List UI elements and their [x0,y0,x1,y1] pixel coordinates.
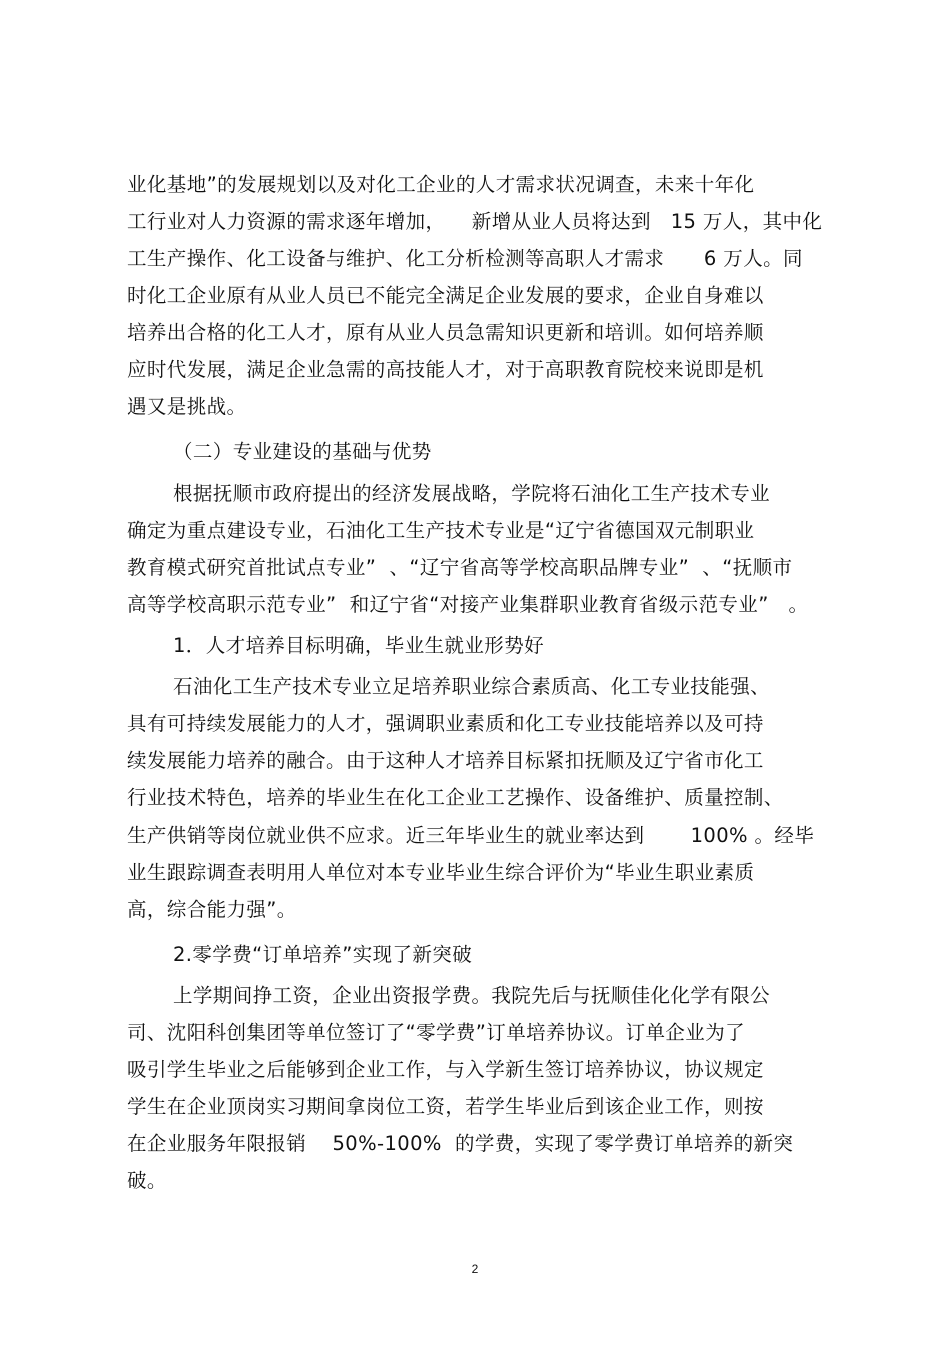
text-line: 学生在企业顶岗实习期间拿岗位工资，若学生毕业后到该企业工作，则按 [127,1095,764,1118]
text-line: 在企业服务年限报销 50%-100% 的学费，实现了零学费订单培养的新突 [127,1132,794,1155]
text-line: 上学期间挣工资，企业出资报学费。我院先后与抚顺佳化化学有限公 [173,984,771,1007]
text-line: 行业技术特色，培养的毕业生在化工企业工艺操作、设备维护、质量控制、 [127,786,784,809]
text-line: 续发展能力培养的融合。由于这种人才培养目标紧扣抚顺及辽宁省市化工 [127,749,764,772]
text-line: 培养出合格的化工人才，原有从业人员急需知识更新和培训。如何培养顺 [127,321,764,344]
text-line: 石油化工生产技术专业立足培养职业综合素质高、化工专业技能强、 [173,675,771,698]
text-line: 应时代发展，满足企业急需的高技能人才，对于高职教育院校来说即是机 [127,358,764,381]
text-line: 根据抚顺市政府提出的经济发展战略，学院将石油化工生产技术专业 [173,482,771,505]
text-line: 遇又是挑战。 [127,395,247,418]
subsection-heading: 2.零学费“订单培养”实现了新突破 [173,943,473,966]
text-line: 高等学校高职示范专业” 和辽宁省“对接产业集群职业教育省级示范专业” 。 [127,593,809,616]
text-line: 业生跟踪调查表明用人单位对本专业毕业生综合评价为“毕业生职业素质 [127,861,755,884]
text-line: 破。 [127,1169,167,1192]
text-line: 吸引学生毕业之后能够到企业工作，与入学新生签订培养协议，协议规定 [127,1058,764,1081]
text-line: 高，综合能力强”。 [127,898,297,921]
text-line: 教育模式研究首批试点专业” 、“辽宁省高等学校高职品牌专业” 、“抚顺市 [127,556,793,579]
text-line: 生产供销等岗位就业供不应求。近三年毕业生的就业率达到 100% 。经毕 [127,824,815,847]
section-heading: （二）专业建设的基础与优势 [173,440,432,463]
text-line: 具有可持续发展能力的人才，强调职业素质和化工专业技能培养以及可持 [127,712,764,735]
text-line: 时化工企业原有从业人员已不能完全满足企业发展的要求，企业自身难以 [127,284,764,307]
text-line: 确定为重点建设专业，石油化工生产技术专业是“辽宁省德国双元制职业 [127,519,755,542]
text-line: 工生产操作、化工设备与维护、化工分析检测等高职人才需求 6 万人。同 [127,247,803,270]
page-number: 2 [471,1262,479,1276]
text-line: 业化基地”的发展规划以及对化工企业的人才需求状况调查，未来十年化 [127,173,755,196]
text-line: 司、沈阳科创集团等单位签订了“零学费”订单培养协议。订单企业为了 [127,1021,746,1044]
text-line: 工行业对人力资源的需求逐年增加， 新增从业人员将达到 15 万人，其中化 [127,210,823,233]
subsection-heading: 1．人才培养目标明确，毕业生就业形势好 [173,634,545,657]
